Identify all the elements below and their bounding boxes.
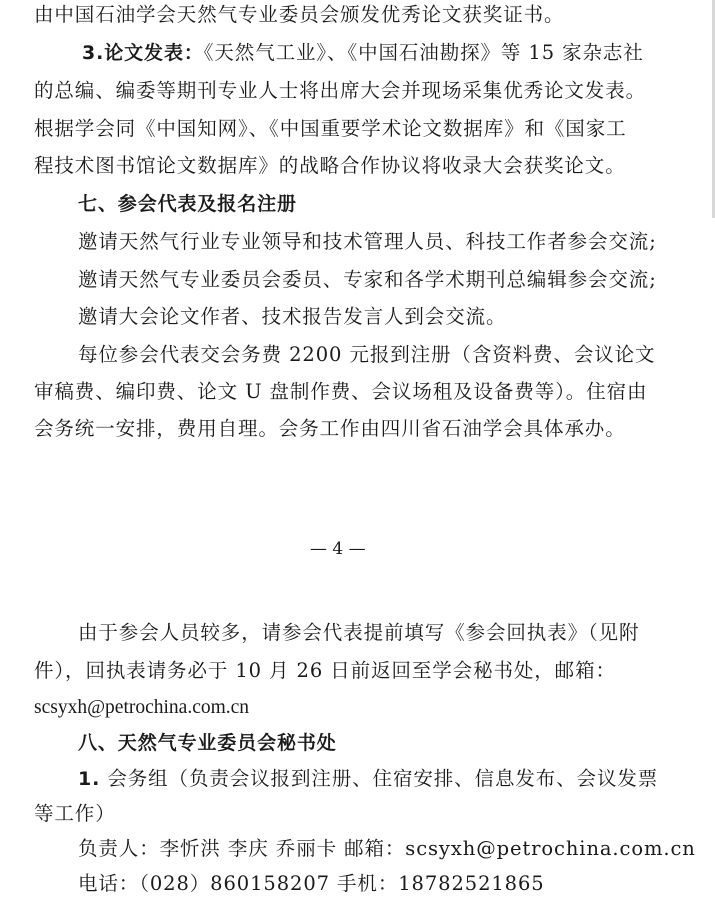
invite-line: 邀请天然气行业专业领导和技术管理人员、科技工作者参会交流;	[78, 230, 657, 253]
group-continuation: 等工作）	[34, 802, 116, 825]
fee-line: 会务统一安排，费用自理。会务工作由四川省石油学会具体承办。	[34, 417, 626, 440]
text-line: 程技术图书馆论文数据库》的战略合作协议将收录大会获奖论文。	[34, 154, 626, 177]
group-paragraph	[78, 764, 658, 794]
registration-line: 由于参会人员较多，请参会代表提前填写《参会回执表》（见附	[78, 621, 640, 644]
registration-line: 件），回执表请务必于 10 月 26 日前返回至学会秘书处，邮箱：	[34, 659, 616, 682]
invite-line: 邀请天然气专业委员会委员、专家和各学术期刊总编辑参会交流;	[78, 268, 657, 291]
section-heading-7: 七、参会代表及报名注册	[78, 193, 297, 215]
group-label: 1.	[78, 768, 101, 790]
item-3-text: 《天然气工业》、《中国石油勘探》等 15 家杂志社	[203, 41, 644, 64]
contact-line: 负责人：李忻洪 李庆 乔丽卡 邮箱：scsyxh@petrochina.com.cn	[78, 837, 696, 860]
text-line: 的总编、编委等期刊专业人士将出席大会并现场采集优秀论文发表。	[34, 79, 647, 102]
page-number: — 4 —	[310, 539, 366, 559]
item-3-label: 3.论文发表：	[82, 42, 204, 64]
group-text: 会务组（负责会议报到注册、住宿安排、信息发布、会议发票	[107, 767, 659, 790]
registration-email: scsyxh@petrochina.com.cn	[34, 697, 250, 718]
invite-line: 邀请大会论文作者、技术报告发言人到会交流。	[78, 305, 507, 328]
fee-line: 每位参会代表交会务费 2200 元报到注册（含资料费、会议论文	[78, 343, 656, 366]
text-line: 由中国石油学会天然气专业委员会颁发优秀论文获奖证书。	[34, 3, 565, 26]
fee-line: 审稿费、编印费、论文 U 盘制作费、会议场租及设备费等）。住宿由	[34, 380, 648, 403]
text-line: 根据学会同《中国知网》、《中国重要学术论文数据库》和《国家工	[34, 117, 627, 140]
phone-line: 电话：（028）860158207 手机：18782521865	[78, 872, 545, 895]
item-3-paragraph	[82, 38, 644, 68]
section-heading-8: 八、天然气专业委员会秘书处	[78, 732, 337, 754]
